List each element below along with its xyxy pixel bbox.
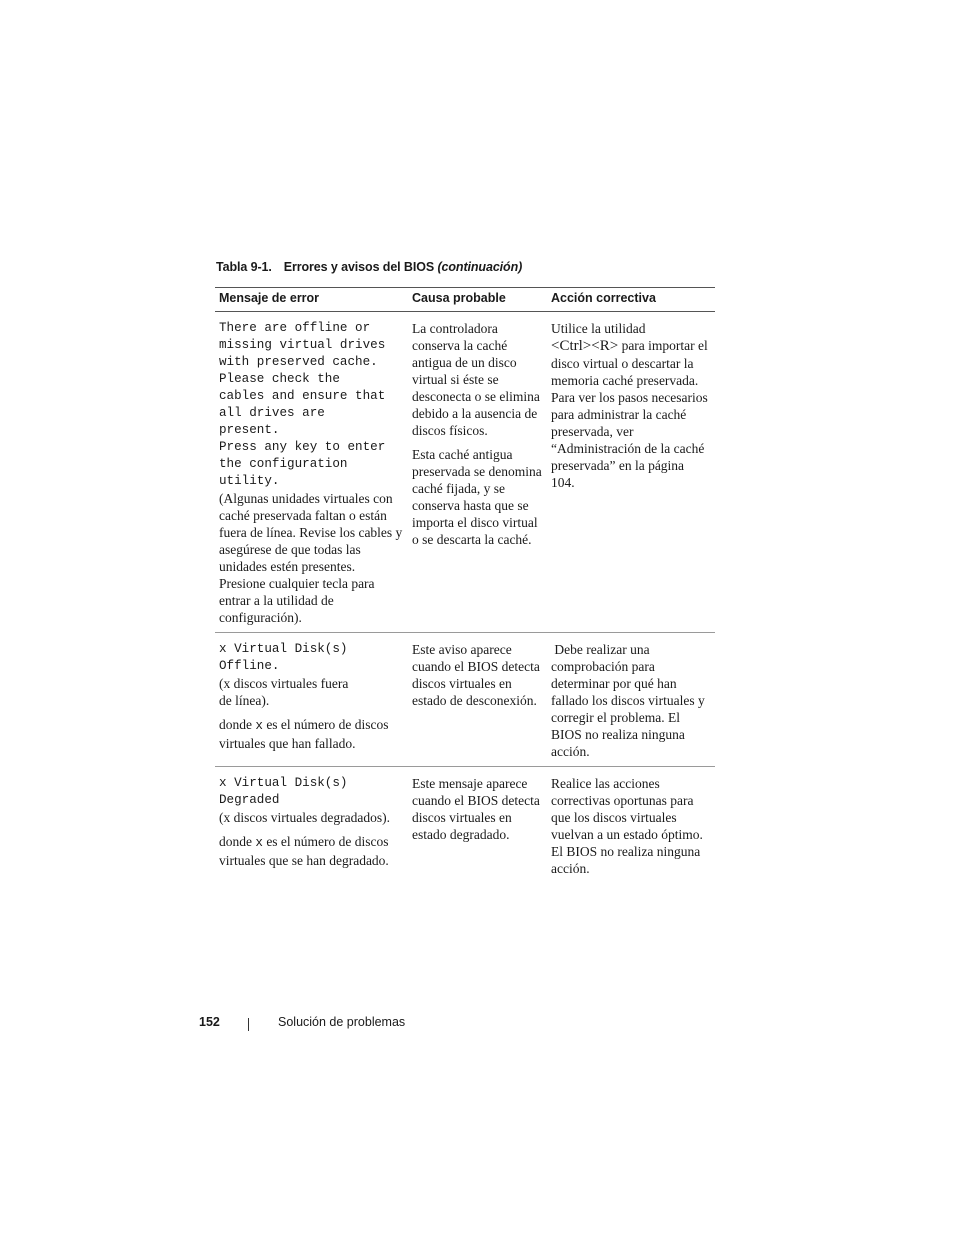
table-header-row — [215, 288, 715, 312]
error-message-cell — [215, 633, 408, 767]
probable-cause-cell — [408, 767, 547, 884]
variable-note: donde x es el número de discos virtuales que se han degradado. — [219, 834, 389, 868]
table-row — [215, 312, 715, 633]
error-message-code: There are offline or missing virtual drives with preserved cache. Please check the cables and ensure that all drives are present. Press any key to enter the configuration utility. — [219, 321, 386, 488]
action-text: Utilice la utilidad — [551, 321, 646, 336]
error-message-code: x Virtual Disk(s) Degraded — [219, 776, 348, 807]
footer-separator — [248, 1018, 249, 1031]
error-message-cell — [215, 767, 408, 884]
header-error-message: Mensaje de error — [215, 288, 408, 312]
table-caption — [216, 260, 522, 274]
cause-paragraph: Este mensaje aparece cuando el BIOS detecta discos virtuales en estado degradado. — [412, 776, 540, 842]
key-combination: <Ctrl><R> — [551, 338, 619, 354]
cause-paragraph: La controladora conserva la caché antigua de un disco virtual si éste se desconecta o se elimina debido a la ausencia de discos físicos. — [412, 321, 540, 438]
table-row — [215, 633, 715, 767]
error-message-translation: (Algunas unidades virtuales con caché preservada faltan o están fuera de línea. Revise los cables y asegúrese de que todas las unidades estén presentes. Presione cualquier tecla para entrar a la utilidad de configuración). — [219, 491, 403, 625]
corrective-action-cell — [547, 633, 715, 767]
action-text: para importar el disco virtual o descartar la memoria caché preservada. Para ver los pasos necesarios para administrar la caché preservada, ver “Administración de la caché preservada” en la página 104. — [551, 338, 708, 490]
error-message-code: x Virtual Disk(s) Offline. — [219, 642, 348, 673]
probable-cause-cell — [408, 633, 547, 767]
corrective-action-cell — [547, 767, 715, 884]
table-row — [215, 767, 715, 884]
action-text: Realice las acciones correctivas oportunas para que los discos virtuales vuelvan a un estado óptimo. — [551, 776, 703, 842]
caption-label: Tabla 9-1. — [216, 260, 272, 274]
section-title: Solución de problemas — [278, 1015, 406, 1029]
page-number: 152 — [199, 1015, 220, 1029]
caption-continuation: (continuación) — [437, 260, 523, 274]
cause-paragraph: Esta caché antigua preservada se denomina caché fijada, y se conserva hasta que se importa el disco virtual o se descarta la caché. — [412, 447, 542, 547]
variable-note: donde x es el número de discos virtuales que han fallado. — [219, 717, 389, 751]
header-corrective-action: Acción correctiva — [547, 288, 715, 312]
action-text: El BIOS no realiza ninguna acción. — [551, 844, 701, 876]
cause-paragraph: Este aviso aparece cuando el BIOS detecta discos virtuales en estado de desconexión. — [412, 642, 540, 708]
corrective-action-cell — [547, 312, 715, 633]
probable-cause-cell — [408, 312, 547, 633]
caption-title: Errores y avisos del BIOS — [283, 260, 435, 274]
error-message-translation: de línea). — [219, 693, 270, 708]
error-message-translation: (x discos virtuales degradados). — [219, 810, 390, 825]
action-text: Debe realizar una comprobación para determinar por qué han fallado los discos virtuales y corregir el problema. El BIOS no realiza ninguna acción. — [551, 642, 709, 759]
variable-x: x — [255, 719, 263, 733]
error-message-cell — [215, 312, 408, 633]
header-probable-cause: Causa probable — [408, 288, 547, 312]
error-message-translation: (x discos virtuales fuera — [219, 676, 349, 691]
bios-errors-table — [215, 287, 715, 883]
variable-x: x — [255, 836, 263, 850]
